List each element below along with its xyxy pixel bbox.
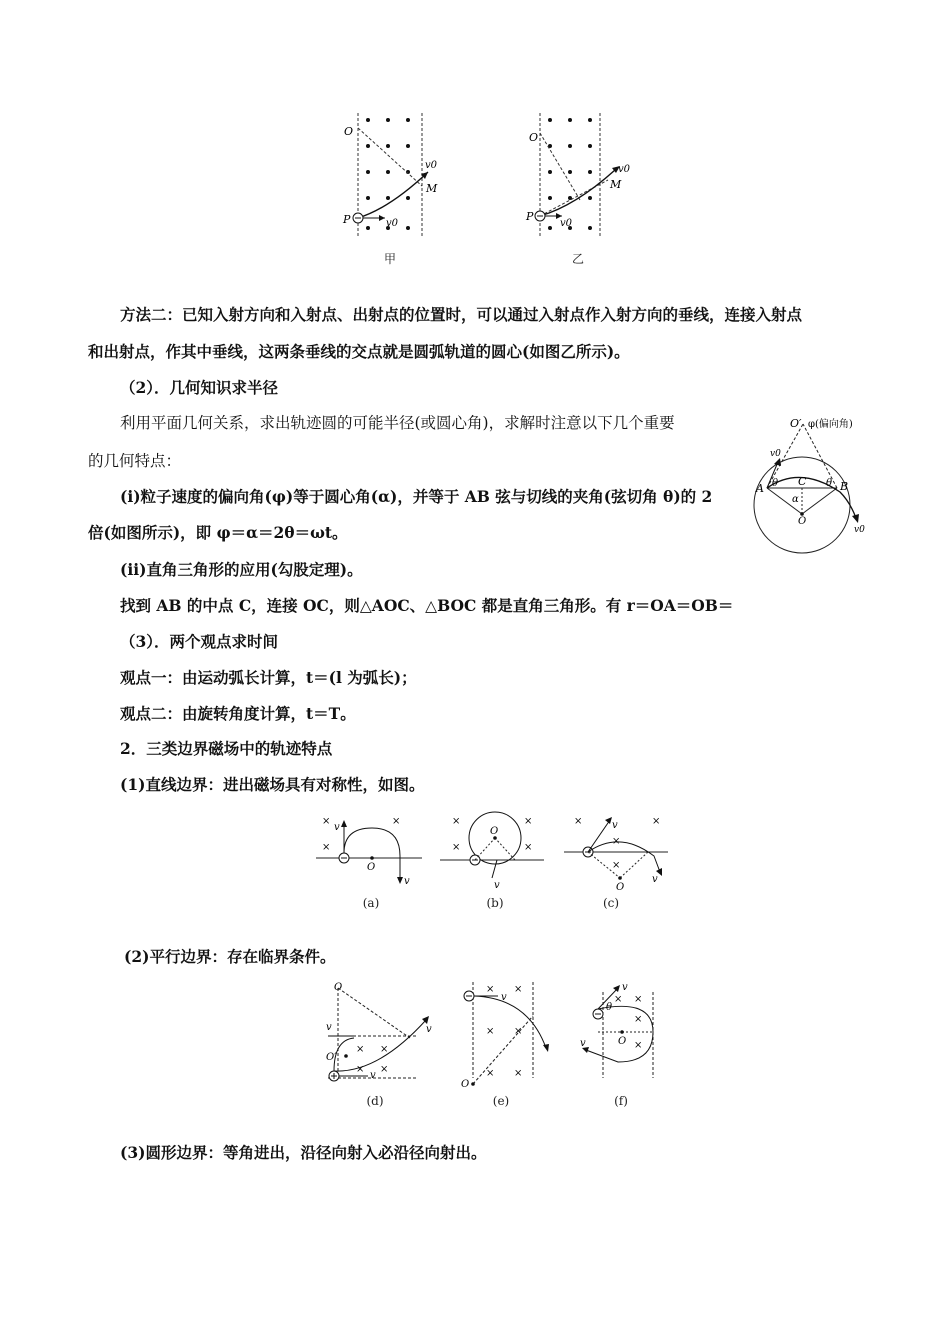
method2-line1: [120, 304, 802, 326]
svg-text:×: ×: [612, 836, 621, 847]
svg-text:B: B: [840, 480, 849, 493]
svg-text:v0: v0: [425, 160, 438, 171]
svg-text:×: ×: [356, 1064, 365, 1075]
svg-text:O: O: [529, 131, 539, 144]
panel-jia: [342, 113, 438, 238]
svg-text:v: v: [612, 820, 618, 831]
svg-text:O: O: [618, 1036, 627, 1047]
svg-text:×: ×: [524, 842, 533, 853]
svg-text:O: O: [798, 516, 807, 527]
svg-text:×: ×: [486, 1026, 495, 1037]
svg-text:×: ×: [486, 1068, 495, 1079]
svg-text:×: ×: [634, 1040, 643, 1051]
svg-text:×: ×: [486, 984, 495, 995]
figure-jia-yi: [330, 108, 650, 273]
boundary-parallel: (2)平行边界：存在临界条件。: [124, 947, 336, 966]
radius-p1: 利用平面几何关系，求出轨迹圆的可能半径(或圆心角)，求解时注意以下几个重要: [120, 414, 675, 432]
svg-text:v0: v0: [854, 525, 865, 535]
method2-line2: 和出射点，作其中垂线，这两条垂线的交点就是圆弧轨道的圆心(如图乙所示)。: [88, 342, 630, 361]
method2-text1: 已知入射方向和入射点、出射点的位置时，可以通过入射点作入射方向的垂线，连接入射点: [182, 305, 803, 324]
svg-text:O: O: [461, 1079, 470, 1088]
radius-p2: 的几何特点：: [88, 452, 182, 470]
svg-text:v: v: [426, 1024, 432, 1035]
svg-text:×: ×: [612, 860, 621, 871]
svg-text:O: O: [367, 862, 376, 873]
figure-b: [440, 812, 544, 891]
figure-c: [564, 816, 668, 892]
svg-text:M: M: [426, 182, 438, 195]
caption-jia: 甲: [383, 252, 396, 266]
time-view2: 观点二：由旋转角度计算，t＝T。: [120, 704, 356, 723]
svg-text:×: ×: [452, 842, 461, 853]
caption-c: (c): [602, 896, 620, 910]
svg-text:×: ×: [380, 1064, 389, 1075]
svg-text:v: v: [334, 822, 340, 833]
svg-text:v: v: [370, 1070, 376, 1081]
svg-text:O: O: [616, 882, 625, 892]
svg-text:×: ×: [614, 994, 623, 1005]
svg-text:v: v: [652, 874, 658, 885]
svg-text:O: O: [344, 125, 354, 138]
figure-a: [316, 816, 422, 887]
svg-text:v0: v0: [386, 218, 399, 229]
svg-text:θ: θ: [606, 1002, 613, 1013]
svg-text:×: ×: [392, 816, 401, 827]
svg-text:v: v: [404, 876, 410, 887]
svg-text:×: ×: [322, 816, 331, 827]
svg-text:×: ×: [514, 1068, 523, 1079]
boundary-circular: (3)圆形边界：等角进出，沿径向射入必沿径向射出。: [120, 1143, 487, 1162]
svg-text:v0: v0: [770, 449, 781, 459]
time-heading: （3）．两个观点求时间: [120, 632, 279, 651]
boundary-straight: (1)直线边界：进出磁场具有对称性，如图。: [120, 775, 425, 794]
svg-text:×: ×: [356, 1044, 365, 1055]
svg-text:v0: v0: [618, 164, 631, 175]
svg-text:×: ×: [514, 984, 523, 995]
radius-heading: （2）．几何知识求半径: [120, 378, 279, 397]
svg-text:P: P: [526, 210, 534, 223]
time-view1: 观点一：由运动弧长计算，t＝(l 为弧长)；: [120, 668, 417, 687]
svg-text:×: ×: [652, 816, 661, 827]
radius-i-line2: 倍(如图所示)，即 φ＝α＝2θ＝ωt。: [88, 523, 348, 542]
svg-text:C: C: [798, 475, 807, 488]
svg-text:θ: θ: [826, 478, 833, 489]
svg-text:v0: v0: [560, 218, 573, 229]
svg-text:×: ×: [380, 1044, 389, 1055]
deflection-angle-figure: [750, 410, 880, 558]
svg-text:O: O: [334, 982, 343, 993]
svg-text:O: O: [490, 826, 499, 837]
svg-text:α: α: [792, 494, 799, 505]
svg-text:×: ×: [634, 994, 643, 1005]
svg-text:O′: O′: [790, 417, 802, 430]
svg-text:×: ×: [322, 842, 331, 853]
figure-d: [326, 982, 432, 1081]
svg-text:θ: θ: [772, 478, 779, 489]
svg-text:M: M: [610, 178, 622, 191]
straight-boundary-figures: [312, 810, 682, 892]
svg-text:v: v: [580, 1038, 586, 1049]
caption-f: (f): [614, 1094, 628, 1108]
svg-text:A: A: [756, 482, 764, 495]
figure-e: [461, 982, 549, 1088]
svg-text:P: P: [343, 213, 351, 226]
caption-a: (a): [362, 896, 380, 910]
svg-text:O′: O′: [326, 1052, 337, 1063]
boundary-heading: 2．三类边界磁场中的轨迹特点: [120, 739, 333, 758]
svg-text:v: v: [494, 880, 500, 891]
svg-text:φ(偏向角): φ(偏向角): [808, 419, 853, 430]
method2-label: 方法二：: [120, 305, 183, 324]
svg-text:×: ×: [634, 1014, 643, 1025]
svg-text:×: ×: [514, 1026, 523, 1037]
caption-b: (b): [486, 896, 504, 910]
svg-text:×: ×: [452, 816, 461, 827]
radius-ii-line: (ii)直角三角形的应用(勾股定理)。: [120, 560, 363, 579]
svg-text:v: v: [326, 1022, 332, 1033]
radius-find-line: 找到 AB 的中点 C，连接 OC，则△AOC、△BOC 都是直角三角形。有 r＝OA＝OB＝: [120, 596, 734, 615]
caption-d: (d): [366, 1094, 384, 1108]
svg-text:×: ×: [574, 816, 583, 827]
panel-yi: [525, 113, 631, 238]
radius-i-line1: (i)粒子速度的偏向角(φ)等于圆心角(α)，并等于 AB 弦与切线的夹角(弦切角 θ)的 2: [120, 487, 713, 506]
svg-text:v: v: [622, 982, 628, 993]
caption-e: (e): [492, 1094, 510, 1108]
caption-yi: 乙: [571, 252, 584, 266]
parallel-boundary-figures: [318, 978, 668, 1088]
figure-f: [580, 982, 653, 1078]
svg-text:v: v: [501, 992, 507, 1003]
svg-text:×: ×: [524, 816, 533, 827]
